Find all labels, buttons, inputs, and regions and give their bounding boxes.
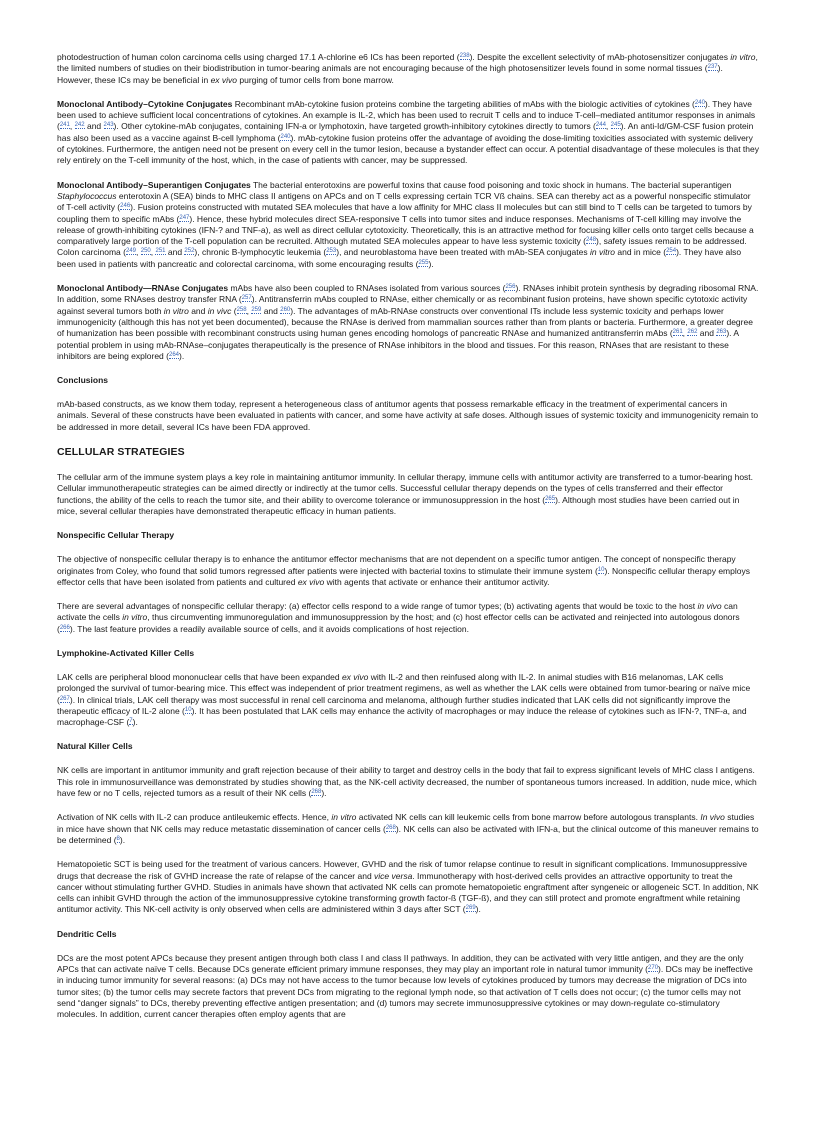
reference-link[interactable]: 248 bbox=[586, 237, 597, 244]
reference-link[interactable]: 10 bbox=[184, 706, 192, 713]
paragraph-dendritic-cells: DCs are the most potent APCs because they present antigen through both class I and class II pathways. In addition, they can be activated with very little antigen, and they are the only APCs that can activate naïve T cells. Because DCs generate efficient primary immune responses, they may play an important role in natural tumor immunity ($^{270}$). DCs may be ineffective in inducing tumor immunity for several reasons: (a) DCs may not have access to the tumor because low levels of cytokines produced by tumors may decrease the migration of DCs into tumor sites; (b) the tumor cells may secrete factors that prevent DCs from migrating to the regional lymph node, so that activation of T cells does not occur; (c) the tumor cells may not send “danger signals” to DCs, thereby preventing effective antigen presentation; and (d) tumors may secrete immunosuppressive cytokines or may down-regulate co-stimulatory molecules. In addition, current cancer therapies often employ agents that are bbox=[57, 952, 753, 1020]
reference-link[interactable]: 267 bbox=[59, 695, 70, 702]
paragraph-lead: Monoclonal Antibody–Superantigen Conjugates bbox=[57, 179, 251, 190]
reference-link[interactable]: 253 bbox=[326, 248, 337, 255]
reference-link[interactable]: 256 bbox=[505, 284, 516, 291]
paragraph-superantigen-conjugates: Monoclonal Antibody–Superantigen Conjugates The bacterial enterotoxins are powerful toxins that cause food poisoning and toxic shock in humans. The bacterial superantigen Staphylococcus enterotoxin A (SEA) binds to MHC class II antigens on APCs and on T cells expressing certain TCR Vß chains. SEA can thereby act as a powerful nonspecific stimulator of T-cell activity ($^{246}$). Fusion proteins constructed with mutated SEA molecules that have a low affinity for MHC class II molecules but can still bind to T cells can be targeted to tumors by coupling them to specific mAbs ($^{247}$). Hence, these hybrid molecules direct SEA-responsive T cells into tumor sites and induce responses. Mechanisms of T-cell killing may involve the release of growth-inhibiting cytokines (IFN-? and TNF-a), as well as direct cellular cytotoxicity. Theoretically, this is an attractive method for focusing killer cells onto target cells because a comparatively large portion of the T-cell population can be recruited. Although mutated SEA molecules appear to have less systemic toxicity ($^{248}$), safety issues remain to be addressed. Colon carcinoma ($^{249}$, $^{250}$, $^{251}$ and $^{252}$), chronic B-lymphocytic leukemia ($^{253}$), and neuroblastoma have been treated with mAb-SEA conjugates in vitro and in mice ($^{254}$). They have also been used in patients with pancreatic and colorectal carcinoma, with some encouraging results ($^{255}$). bbox=[57, 179, 754, 269]
reference-link[interactable]: 241 bbox=[59, 122, 70, 129]
reference-link[interactable]: 250 bbox=[140, 248, 151, 255]
paragraph-nk-cells: NK cells are important in antitumor immunity and graft rejection because of their ability to target and destroy cells in the body that fail to express significant levels of MHC class I antigens. This role in immunosurveillance was demonstrated by studies showing that, as the NK-cell activity decreased, the number of spontaneous tumors increased. In addition, nude mice, which have few or no T cells, rejected tumors as a result of their NK cells ($^{268}$). bbox=[57, 765, 757, 799]
paragraph-cytokine-conjugates: Monoclonal Antibody–Cytokine Conjugates Recombinant mAb-cytokine fusion proteins combine the targeting abilities of mAbs with the biologic activities of cytokines ($^{240}$). They have been used to achieve sufficient local concentrations of cytokines. An example is IL-2, which has been used to recruit T cells and to induce T-cell–mediated antitumor responses in animals ($^{241}$, $^{242}$ and $^{243}$). Other cytokine-mAb conjugates, containing IFN-a or lymphotoxin, have targeted growth-inhibitory cytokines directly to tumors ($^{244}$, $^{245}$). An anti-Id/GM-CSF fusion protein has also been used as a vaccine against B-cell lymphoma ($^{240}$). mAb-cytokine fusion proteins offer the advantage of avoiding the dose-limiting toxicities associated with systemic delivery of cytokines. Furthermore, the antigen need not be present on every cell in the tumor lesion, because a bystander effect can occur. A potential disadvantage of these molecules is that they rely entirely on the T-cell immunity of the host, which, in the case of patients with cancer, may be suppressed. bbox=[57, 98, 759, 166]
reference-link[interactable]: 251 bbox=[155, 248, 166, 255]
paragraph-lead: Monoclonal Antibody—RNAse Conjugates bbox=[57, 283, 229, 294]
reference-link[interactable]: 269 bbox=[465, 905, 476, 912]
reference-link[interactable]: 265 bbox=[545, 495, 556, 502]
reference-link[interactable]: 255 bbox=[418, 259, 429, 266]
reference-link[interactable]: 259 bbox=[251, 306, 262, 313]
heading-nonspecific-cellular-therapy: Nonspecific Cellular Therapy bbox=[57, 530, 175, 541]
reference-link[interactable]: 10 bbox=[597, 566, 605, 573]
reference-link[interactable]: 258 bbox=[236, 306, 247, 313]
reference-link[interactable]: 247 bbox=[179, 214, 190, 221]
reference-link[interactable]: 270 bbox=[648, 965, 659, 972]
paragraph-lead: Monoclonal Antibody–Cytokine Conjugates bbox=[57, 98, 233, 109]
paragraph-rnase-conjugates: Monoclonal Antibody—RNAse Conjugates mAbs have also been coupled to RNAses isolated from various sources ($^{256}$). RNAses inhibit protein synthesis by degrading ribosomal RNA. In addition, some RNAses destroy transfer RNA ($^{257}$). Antitransferrin mAbs coupled to RNAse, either chemically or as recombinant fusion proteins, have shown specific cytotoxic activity against several tumors both in vitro and in vivc ($^{258}$, $^{259}$ and $^{260}$). The advantages of mAb-RNAse constructs over conventional ITs include less systemic toxicity and perhaps lower immunogenicity (although this has not yet been documented), because the RNAse is derived from mammalian sources rather than from plants or bacteria. Furthermore, a greater degree of humanization has been possible with recombinant constructs using human genes encoding homologs of pancreatic RNAse and humanized antitransferrin mAbs ($^{261}$, $^{262}$ and $^{263}$). A potential problem in using mAb-RNAse–conjugates therapeutically is the presence of RNAse inhibitors in the blood and tissues. For this reason, RNAses that are resistant to these inhibitors are being explored ($^{264}$). bbox=[57, 283, 759, 361]
reference-link[interactable]: 7 bbox=[129, 718, 133, 725]
paragraph-nonspecific-advantages: There are several advantages of nonspecific cellular therapy: (a) effector cells respond to a wide range of tumor types; (b) activating agents that would be toxic to the host in vivo can activate the cells in vitro, thus circumventing immunoregulation and immunosuppression by the host; and (c) host effector cells can be activated and reinjected into autologous donors ($^{266}$). The last feature provides a readily available source of cells, and it avoids complications of host rejection. bbox=[57, 601, 740, 634]
reference-link[interactable]: 240 bbox=[694, 99, 705, 106]
paragraph-cellular-intro: The cellular arm of the immune system plays a key role in maintaining antitumor immunity. In cellular therapy, immune cells with antitumor activity are transferred to a tumor-bearing host. Cellular immunotherapeutic strategies can be aimed directly or indirectly at the tumor cells. Successful cellular therapy depends on the types of cells transferred and their effector functions, the ability of the cells to reach the tumor site, and their ability to overcome tolerance or immunosuppression in the host ($^{265}$). Although most studies have been carried out in mice, several cellular therapies have demonstrated therapeutic efficacy in human patients. bbox=[57, 472, 754, 516]
paragraph-nk-activation: Activation of NK cells with IL-2 can produce antileukemic effects. Hence, in vitro activated NK cells can kill leukemic cells from bone marrow before autologous transplants. In vivo studies in mice have shown that NK cells may reduce metastatic dissemination of cancer cells ($^{268}$). NK cells can also be activated with IFN-a, but the clinical outcome of this maneuver remains to be determined ($^8$). bbox=[57, 812, 759, 845]
heading-natural-killer-cells: Natural Killer Cells bbox=[57, 741, 133, 752]
reference-link[interactable]: 252 bbox=[184, 248, 195, 255]
reference-link[interactable]: 8 bbox=[116, 835, 120, 842]
paragraph-conclusions: mAb-based constructs, as we know them today, represent a heterogeneous class of antitumor agents that possess remarkable efficacy in the treatment of experimental cancers in animals. Several of these constructs have been evaluated in patients with cancer, and some have activity at safe doses. Although issues of systemic toxicity and immunogenicity remain to be addressed in more detail, several ICs have been FDA approved. bbox=[57, 399, 759, 432]
reference-link[interactable]: 257 bbox=[241, 295, 252, 302]
paragraph-nonspecific-objective: The objective of nonspecific cellular therapy is to enhance the antitumor effector mechanisms that are not dependent on a specific tumor antigen. The concept of nonspecific therapy originates from Coley, who found that solid tumors regressed after patients were injected with bacterial toxins to stimulate their immune system ($^{10}$). Nonspecific cellular therapy employs effector cells that have been isolated from patients and cultured ex vivo with agents that activate or enhance their antitumor activity. bbox=[57, 554, 750, 587]
reference-link[interactable]: 262 bbox=[687, 329, 698, 336]
reference-link[interactable]: 244 bbox=[595, 122, 606, 129]
paragraph-photodestruction: photodestruction of human colon carcinoma cells using charged 17.1 A-chlorine e6 ICs has been reported ($^{238}$). Despite the excellent selectivity of mAb-photosensitizer conjugates in vitro, the limited numbers of studies on their biodistribution in tumor-bearing animals are not encouraging because of the high photosensitizer levels found in some normal tissues ($^{237}$). However, these ICs may be beneficial in ex vivo purging of tumor cells from bone marrow. bbox=[57, 52, 758, 85]
reference-link[interactable]: 240 bbox=[280, 133, 291, 140]
reference-link[interactable]: 268 bbox=[385, 824, 396, 831]
reference-link[interactable]: 261 bbox=[672, 329, 683, 336]
reference-link[interactable]: 238 bbox=[459, 53, 470, 59]
reference-link[interactable]: 266 bbox=[59, 624, 70, 631]
heading-conclusions: Conclusions bbox=[57, 375, 109, 386]
reference-link[interactable]: 237 bbox=[707, 64, 718, 71]
reference-link[interactable]: 254 bbox=[666, 248, 677, 255]
reference-link[interactable]: 263 bbox=[716, 329, 727, 336]
reference-link[interactable]: 245 bbox=[610, 122, 621, 129]
heading-lak-cells: Lymphokine-Activated Killer Cells bbox=[57, 647, 195, 658]
paragraph-hematopoietic-sct: Hematopoietic SCT is being used for the treatment of various cancers. However, GVHD and the risk of tumor relapse continue to result in significant complications. Immunosuppressive drugs that decrease the risk of GVHD increase the rate of relapse of the cancer and vice versa. Immunotherapy with host-derived cells provides an attractive opportunity to treat the cancer without stimulating further GVHD. Studies in animals have shown that activated NK cells can promote hematopoietic engraftment after syngeneic or allogeneic SCT. In addition, NK cells can inhibit GVHD through the action of the immunosuppressive cytokine transforming growth factor-ß (TGF-ß), and they can still protect and promote engraftment while retaining antitumor activity. This NK-cell activity is only observed when cells are administered within 3 days after SCT ($^{269}$). bbox=[57, 859, 759, 915]
heading-cellular-strategies: CELLULAR STRATEGIES bbox=[57, 446, 185, 459]
reference-link[interactable]: 268 bbox=[311, 789, 322, 796]
reference-link[interactable]: 242 bbox=[74, 122, 85, 129]
reference-link[interactable]: 260 bbox=[280, 306, 291, 313]
paragraph-lak-cells: LAK cells are peripheral blood mononuclear cells that have been expanded ex vivo with IL-2 and then reinfused along with IL-2. In animal studies with B16 melanomas, LAK cells prolonged the survival of tumor-bearing mice. This effect was independent of prior treatment regimens, as well as whether the LAK cells were obtained from tumor-bearing or naïve mice ($^{267}$). In clinical trials, LAK cell therapy was most successful in renal cell carcinoma and melanoma, although further studies indicated that LAK cells did not significantly improve the therapeutic efficacy of IL-2 alone ($^{10}$). It has been postulated that LAK cells may enhance the activity of macrophages or may induce the release of cytokines such as IFN-?, TNF-a, and macrophage-CSF ($^7$). bbox=[57, 671, 751, 728]
reference-link[interactable]: 243 bbox=[103, 122, 114, 129]
heading-dendritic-cells: Dendritic Cells bbox=[57, 928, 117, 939]
reference-link[interactable]: 246 bbox=[120, 203, 131, 210]
reference-link[interactable]: 264 bbox=[168, 351, 179, 358]
document-page bbox=[57, 52, 759, 1034]
reference-link[interactable]: 249 bbox=[125, 248, 136, 255]
